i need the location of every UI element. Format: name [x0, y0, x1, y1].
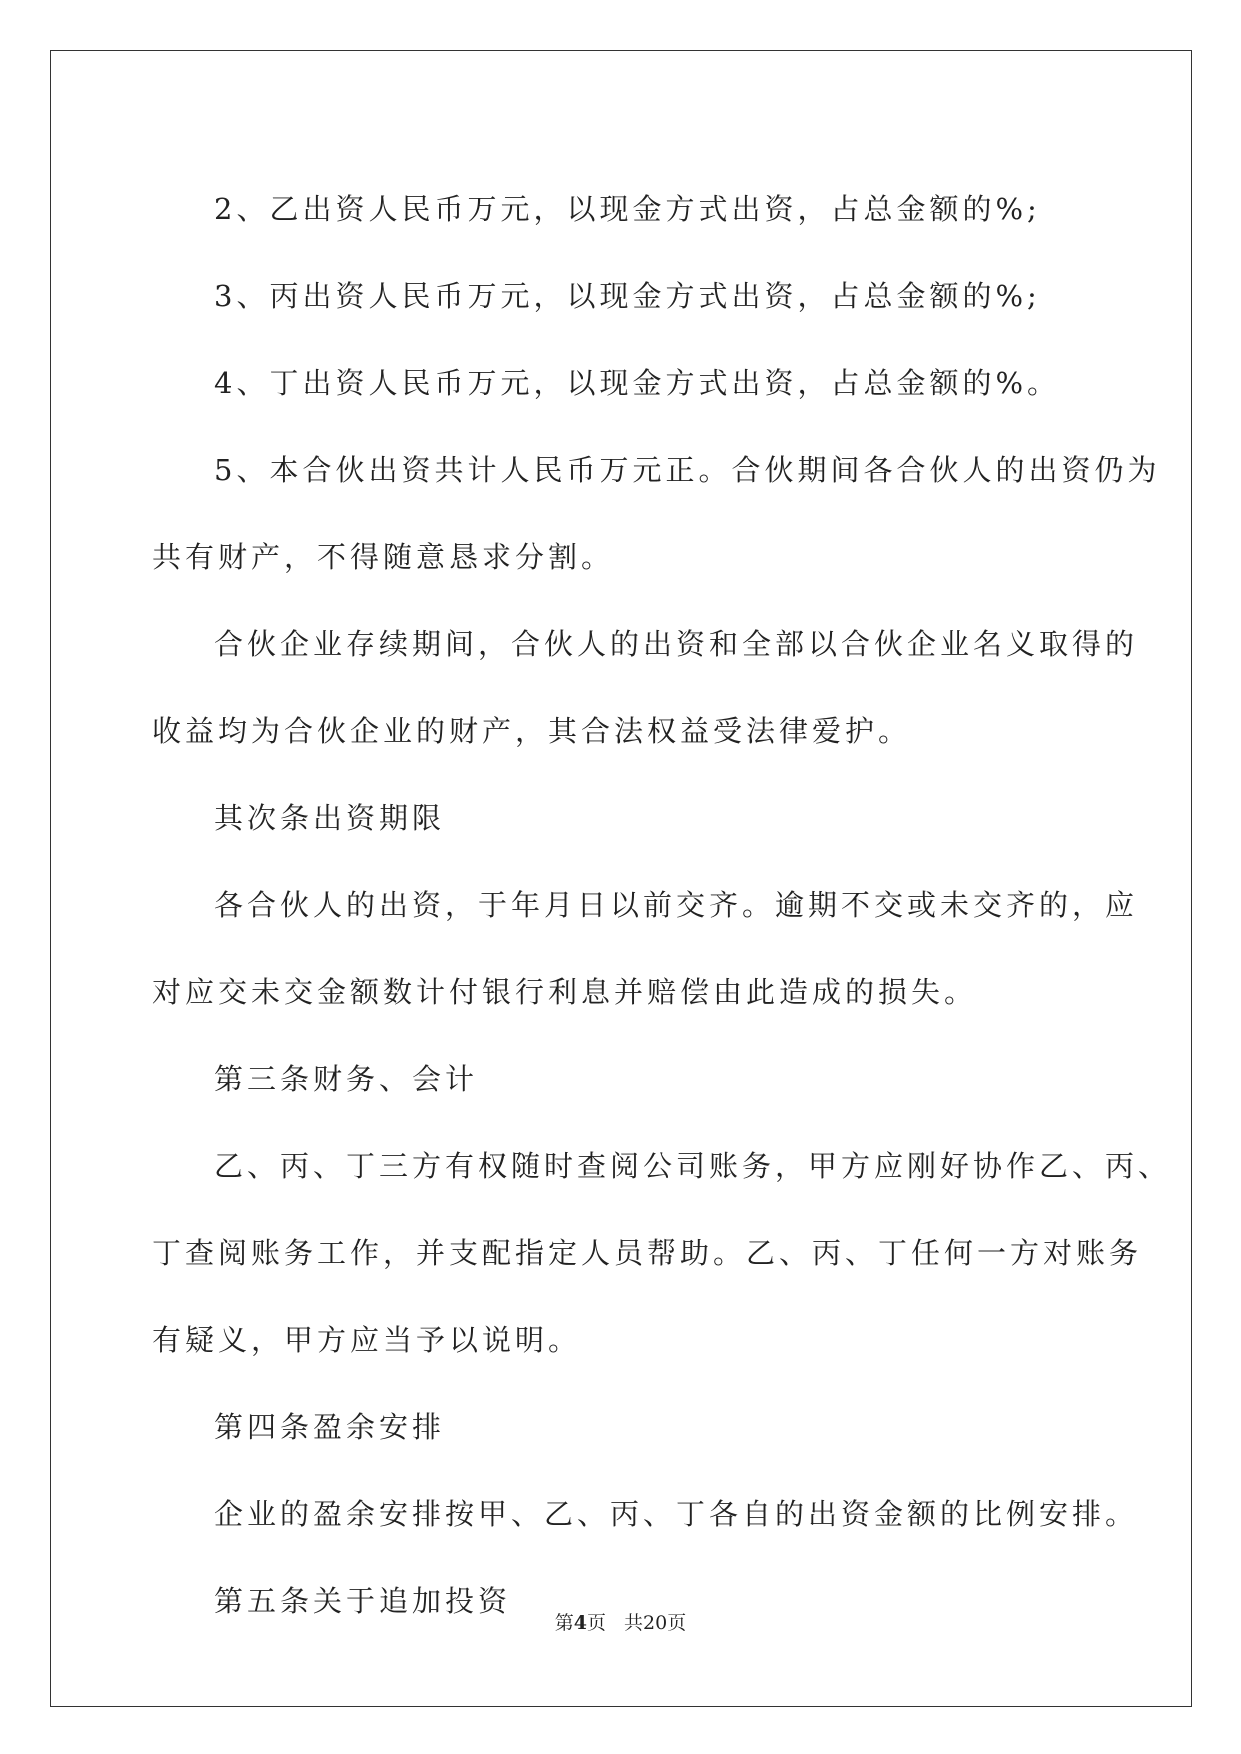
footer-prefix: 第 — [554, 1612, 574, 1634]
paragraph: 4、丁出资人民币万元，以现金方式出资，占总金额的%。 — [214, 366, 1061, 400]
page-footer — [0, 1611, 1241, 1635]
paragraph: 企业的盈余安排按甲、乙、丙、丁各自的出资金额的比例安排。 — [214, 1497, 1139, 1531]
paragraph: 收益均为合伙企业的财产，其合法权益受法律爱护。 — [152, 714, 912, 748]
section-heading: 其次条出资期限 — [214, 801, 446, 835]
footer-page-suffix: 页 — [587, 1612, 607, 1634]
total-pages-number: 20 — [643, 1612, 668, 1634]
footer-total-suffix: 页 — [667, 1612, 687, 1634]
paragraph: 3、丙出资人民币万元，以现金方式出资，占总金额的%; — [214, 279, 1041, 313]
paragraph: 乙、丙、丁三方有权随时查阅公司账务，甲方应刚好协作乙、丙、 — [214, 1149, 1172, 1183]
paragraph: 共有财产，不得随意恳求分割。 — [152, 540, 615, 574]
paragraph: 各合伙人的出资，于年月日以前交齐。逾期不交或未交齐的，应 — [214, 888, 1139, 922]
section-heading: 第四条盈余安排 — [214, 1410, 446, 1444]
section-heading: 第五条关于追加投资 — [214, 1584, 512, 1618]
paragraph: 5、本合伙出资共计人民币万元正。合伙期间各合伙人的出资仍为 — [214, 453, 1161, 487]
current-page-number: 4 — [573, 1612, 587, 1634]
paragraph: 对应交未交金额数计付银行利息并赔偿由此造成的损失。 — [152, 975, 978, 1009]
paragraph: 合伙企业存续期间，合伙人的出资和全部以合伙企业名义取得的 — [214, 627, 1139, 661]
paragraph: 2、乙出资人民币万元，以现金方式出资，占总金额的%; — [214, 192, 1041, 226]
paragraph: 丁查阅账务工作，并支配指定人员帮助。乙、丙、丁任何一方对账务 — [152, 1236, 1143, 1270]
document-body — [152, 166, 1172, 1645]
section-heading: 第三条财务、会计 — [214, 1062, 479, 1096]
paragraph: 有疑义，甲方应当予以说明。 — [152, 1323, 582, 1357]
footer-total-prefix: 共 — [624, 1612, 644, 1634]
